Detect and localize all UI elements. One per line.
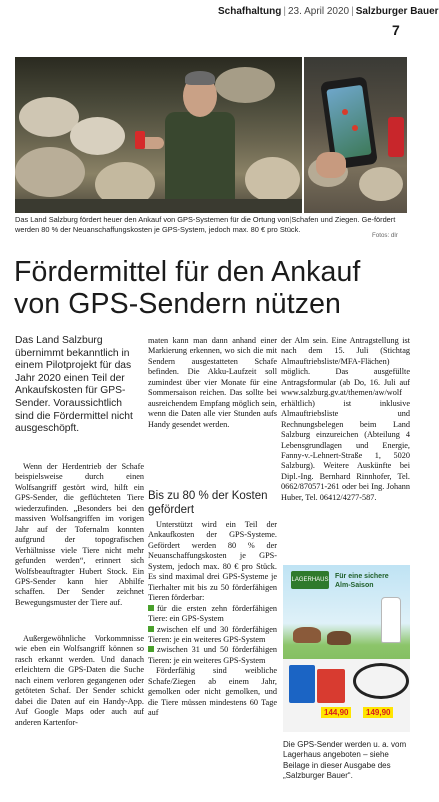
article-column-1-continued [15,634,144,728]
photo-gps-app-phone [304,57,407,213]
article-column-2-continued [148,520,277,719]
product-box-image [289,665,315,703]
article-column-3 [281,336,410,503]
lagerhaus-advertisement [283,565,410,732]
cow-image [327,631,351,645]
lagerhaus-logo: LAGERHAUS [291,571,329,589]
bullet-item: für die ersten zehn förderfähigen Tiere: ein GPS-System [148,603,277,624]
green-square-bullet-icon [148,626,154,632]
green-square-bullet-icon [148,646,154,652]
product-box-image [317,669,345,703]
photo-credit: Fotos: dlr [372,232,398,239]
article-column-2 [148,336,277,430]
photo-caption-right: Schafen und Ziegen. Ge-fördert werden 80 % der Neuanschaffungskosten je GPS-System, jedoch max. 80 € pro Stück. [15,215,396,234]
article-teaser: Das Land Salzburg übernimmt bekanntlich in einem Pilotprojekt für das Jahr 2020 einen Teil der Ankaufskosten für GPS-Sender. Voraussichtlich sind die Fördermittel nicht ausgeschöpft. [15,335,133,435]
body-paragraph: maten kann man dann anhand einer Markierung erkennen, wo sich die mit Sendern ausgestatteten Schafe befinden. Die Akku-Laufzeit soll zumindest über vier Monate für eine Sommersaison reichen. Das sollte bei ausreichendem Empfang möglich sein, wenn die Daten alle vier Stunden aufs Handy gesendet werden. [148,336,277,429]
photo-caption: Das Land Salzburg fördert heuer den Ankauf von GPS-Systemen für die Ortung von|Schafen und Ziegen. Ge-fördert werden 80 % der Neuanschaffungskosten je GPS-System, jedoch max. 80 € pro Stück. [15,215,396,234]
cow-image [293,627,321,643]
ad-caption: Die GPS-Sender werden u. a. vom Lagerhaus angeboten – siehe Beilage in dieser Ausgabe des „Salzburger Bauer“. [283,740,407,780]
body-paragraph: Außergewöhnliche Vorkommnisse wie eben ein Wolfsangriff können so rasch erkannt werden. Und danach erleichtern die GPS-Daten die Suche nach einem verloren gegangenen oder getöteten Schaf. Der Sender schickt dabei die Daten auf ein Handy-App. Auf Google Maps oder auch auf anderen Kartenfor- [15,634,144,727]
article-headline: Fördermittel für den Ankauf von GPS-Sendern nützen [14,256,361,320]
bullet-item: zwischen elf und 30 förderfähigen Tieren: je ein weiteres GPS-System [148,624,277,644]
price-tag: 149,90 [363,707,393,718]
bullet-item: zwischen 31 und 50 förderfähigen Tieren: je ein weiteres GPS-System [148,645,277,665]
body-paragraph: Förderfähig sind weibliche Schafe/Ziegen ab einem Jahr, gemolken oder nicht gemolken, und die Tiere müssen mindestens 60 Tage auf [148,666,277,718]
section-label: Schafhaltung [218,6,282,17]
price-tag: 144,90 [321,707,351,718]
product-bottle-image [381,597,401,643]
ad-headline: Für eine sichere Alm-Saison [335,573,389,589]
page-number: 7 [392,22,400,38]
publication-name: Salzburger Bauer [355,6,439,17]
green-square-bullet-icon [148,605,154,611]
article-column-1 [15,462,144,608]
body-paragraph: der Alm sein. Eine Antragstellung ist nach dem 15. Juli (Stichtag Almauftriebsliste/MFA-Flächen) möglich. Das ausgefüllte Antragsformular (ab Do, 16. Juli auf www.salzburg.gv.at/themen/aw/wolf erhältlich) ist inklusive Almauftriebsliste und Rechnungsbelegen beim Land Salzburg einzureichen (Abteilung 4 Lebensgrundlagen und Energie, Fanny-v.-Lehnert-Straße 1, 5020 Salzburg). Weitere Auskünfte bei Dipl.-Ing. Bernhard Rinnhofer, Tel. 0662/870571-261 oder bei Ing. Johann Huber, Tel. 06412/4277-587. [281,336,410,502]
issue-date: 23. April 2020 [287,6,350,17]
photo-farmer-with-sheep [15,57,302,213]
page-header [218,6,439,22]
body-paragraph: Unterstützt wird ein Teil der Ankaufkosten der GPS-Systeme. Gefördert werden 80 % der Neuanschaffungskosten je GPS-System, jedoch max. 80 € pro Stück. Es sind maximal drei GPS-Systeme je Tierhalter mit bis zu 50 förderfähigen Tieren förderbar: [148,520,277,603]
article-subheading: Bis zu 80 % der Kosten gefördert [148,490,268,516]
photo-caption-left: Das Land Salzburg fördert heuer den Ankauf von GPS-Systemen für die Ortung von [15,215,290,224]
gps-collar-image [353,663,409,699]
header-separator: | [351,6,354,17]
header-separator: | [283,6,286,17]
body-paragraph: Wenn der Herdentrieb der Schafe beispielsweise durch einen Wolfsangriff gestört wird, hilft ein GPS-Sender, die geflüchteten Tiere wiederzufinden. „Besonders bei den massiven Wolfsangriffen im vorigen Jahr auf der Tofernalm konnten aufgrund der topografischen Verhältnisse viele Tiere nicht mehr gefunden werden“, erinnert sich Wolfsbeauftragter Hubert Stock. Ein GPS-Sender kann hier Abhilfe schaffen. Der Sender zeichnet Bewegungsmuster der Tiere auf. [15,462,144,607]
